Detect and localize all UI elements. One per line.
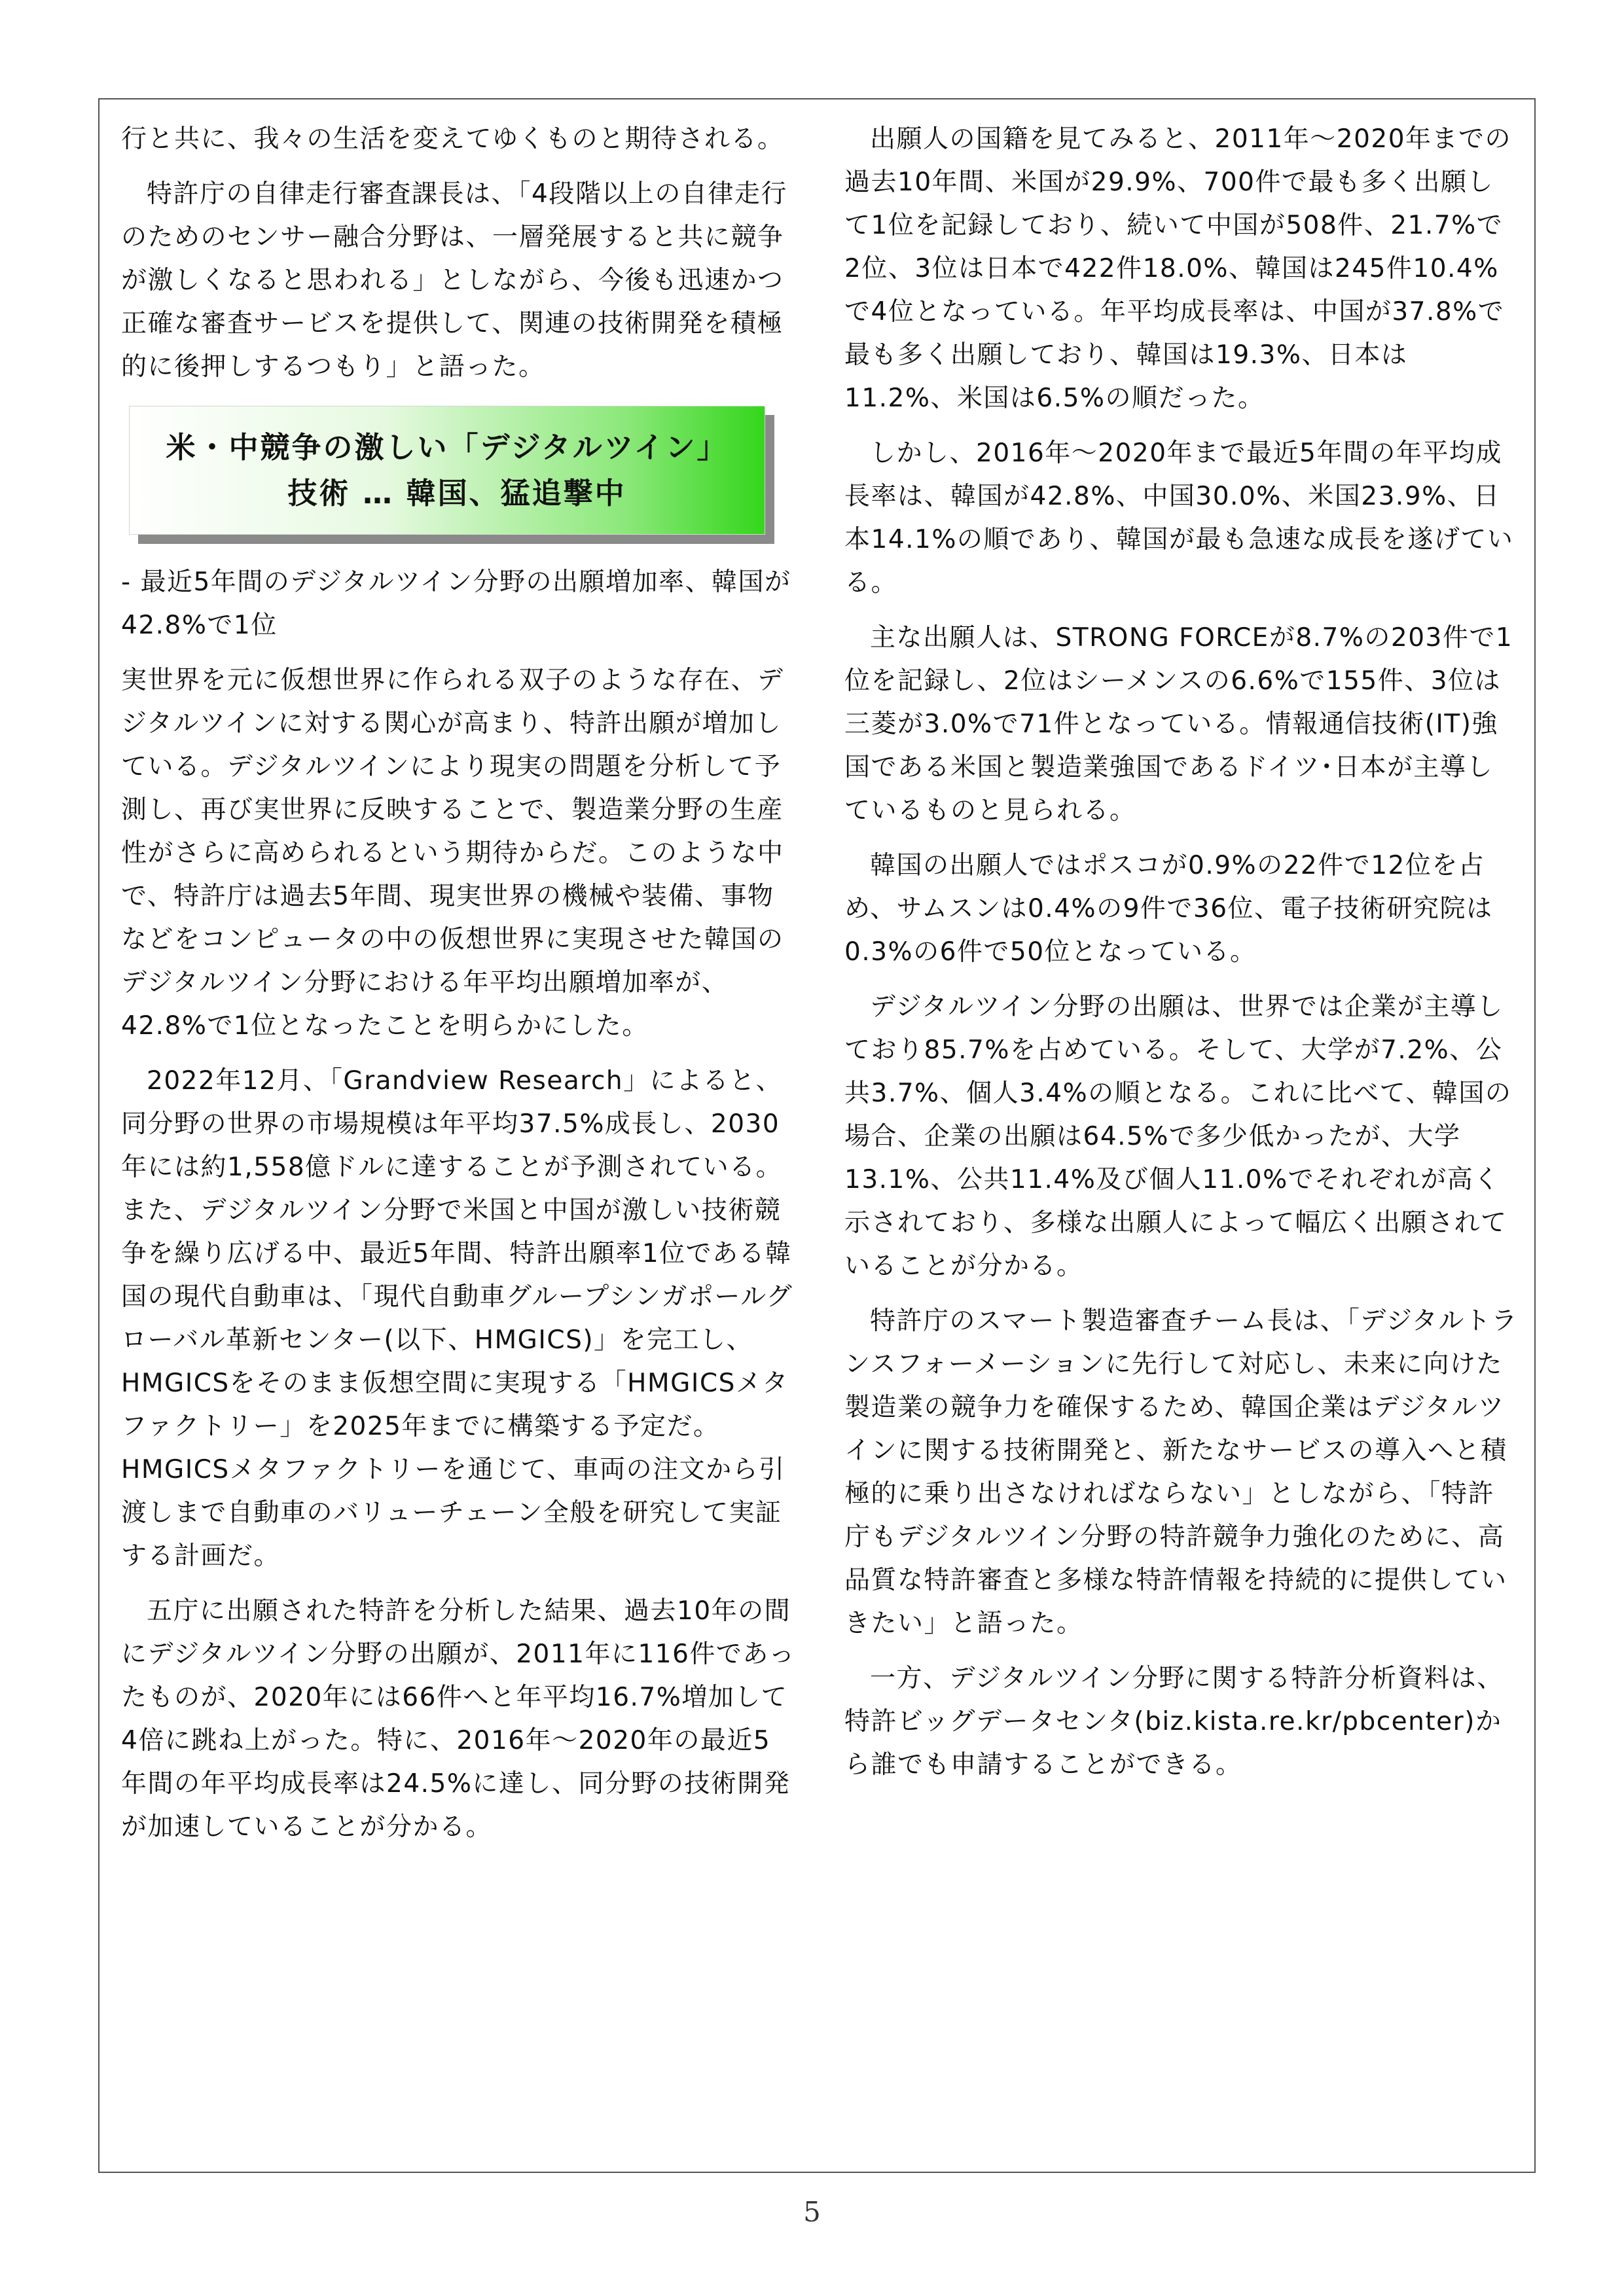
paragraph: デジタルツイン分野の出願は、世界では企業が主導しており85.7%を占めている。そして、大学が7.2%、公共3.7%、個人3.4%の順となる。これに比べて、韓国の場合、企業の出願は64.5%で多少低かったが、大学13.1%、公共11.4%及び個人11.0%でそれぞれが高く示されており、多様な出願人によって幅広く出願されていることが分かる。 [844, 992, 1512, 1281]
section-headline [129, 406, 765, 535]
paragraph: 主な出願人は、STRONG FORCEが8.7%の203件で1位を記録し、2位はシーメンスの6.6%で155件、3位は三菱が3.0%で71件となっている。情報通信技術(IT)強国である米国と製造業強国であるドイツ･日本が主導しているものと見られる。 [844, 623, 1513, 825]
left-column [121, 118, 795, 1861]
paragraph: 出願人の国籍を見てみると、2011年～2020年までの過去10年間、米国が29.9%、700件で最も多く出願して1位を記録しており、続いて中国が508件、21.7%で2位、3位は日本で422件18.0%、韓国は245件10.4%で4位となっている。年平均成長率は、中国が37.8%で最も多く出願しており、韓国は19.3%、日本は11.2%、米国は6.5%の順だった。 [844, 124, 1512, 413]
paragraph: しかし、2016年～2020年まで最近5年間の年平均成長率は、韓国が42.8%、中国30.0%、米国23.9%、日本14.1%の順であり、韓国が最も急速な成長を遂げている。 [844, 439, 1514, 598]
headline-line-1: 米・中競争の激しい「デジタルツイン」 [166, 429, 729, 465]
page-number: 5 [803, 2196, 821, 2228]
paragraph: 特許庁の自律走行審査課長は、「4段階以上の自律走行のためのセンサー融合分野は、一層発展すると共に競争が激しくなると思われる」としながら、今後も迅速かつ正確な審査サービスを提供して、関連の技術開発を積極的に後押しするつもり」と語った。 [121, 179, 787, 382]
paragraph: 特許庁のスマート製造審査チーム長は、「デジタルトランスフォーメーションに先行して対応し、未来に向けた製造業の競争力を確保するため、韓国企業はデジタルツインに関する技術開発と、新たなサービスの導入へと積極的に乗り出さなければならない」としながら、「特許庁もデジタルツイン分野の特許競争力強化のために、高品質な特許審査と多様な特許情報を持続的に提供していきたい」と語った。 [844, 1306, 1518, 1638]
headline-line-2: 技術 … 韓国、猛追撃中 [287, 475, 626, 511]
paragraph: 2022年12月、「Grandview Research」によると、同分野の世界の市場規模は年平均37.5%成長し、2030年には約1,558億ドルに達することが予測されている。また、デジタルツイン分野で米国と中国が激しい技術競争を繰り広げる中、最近5年間、特許出願率1位である韓国の現代自動車は、「現代自動車グループシンガポールグローバル革新センター(以下、HMGICS)」を完工し、HMGICSをそのまま仮想空間に実現する「HMGICSメタファクトリー」を2025年までに構築する予定だ。HMGICSメタファクトリーを通じて、車両の注文から引渡しまで自動車のバリューチェーン全般を研究して実証する計画だ。 [121, 1066, 793, 1571]
paragraph: 韓国の出願人ではポスコが0.9%の22件で12位を占め、サムスンは0.4%の9件で36位、電子技術研究院は0.3%の6件で50位となっている。 [844, 851, 1493, 967]
paragraph: 実世界を元に仮想世界に作られる双子のような存在、デジタルツインに対する関心が高まり、特許出願が増加している。デジタルツインにより現実の問題を分析して予測し、再び実世界に反映することで、製造業分野の生産性がさらに高められるという期待からだ。このような中で、特許庁は過去5年間、現実世界の機械や装備、事物などをコンピュータの中の仮想世界に実現させた韓国のデジタルツイン分野における年平均出願増加率が、42.8%で1位となったことを明らかにした。 [121, 666, 784, 1041]
subheadline: - 最近5年間のデジタルツイン分野の出願増加率、韓国が42.8%で1位 [121, 567, 791, 640]
paragraph: 五庁に出願された特許を分析した結果、過去10年の間にデジタルツイン分野の出願が、2011年に116件であったものが、2020年には66件へと年平均16.7%増加して4倍に跳ね上がった。特に、2016年～2020年の最近5年間の年平均成長率は24.5%に達し、同分野の技術開発が加速していることが分かる。 [121, 1596, 796, 1842]
paragraph: 行と共に、我々の生活を変えてゆくものと期待される。 [121, 124, 784, 154]
paragraph: 一方、デジタルツイン分野に関する特許分析資料は、特許ビッグデータセンタ(biz.kista.re.kr/pbcenter)から誰でも申請することができる。 [844, 1664, 1504, 1780]
right-column [844, 118, 1519, 1799]
